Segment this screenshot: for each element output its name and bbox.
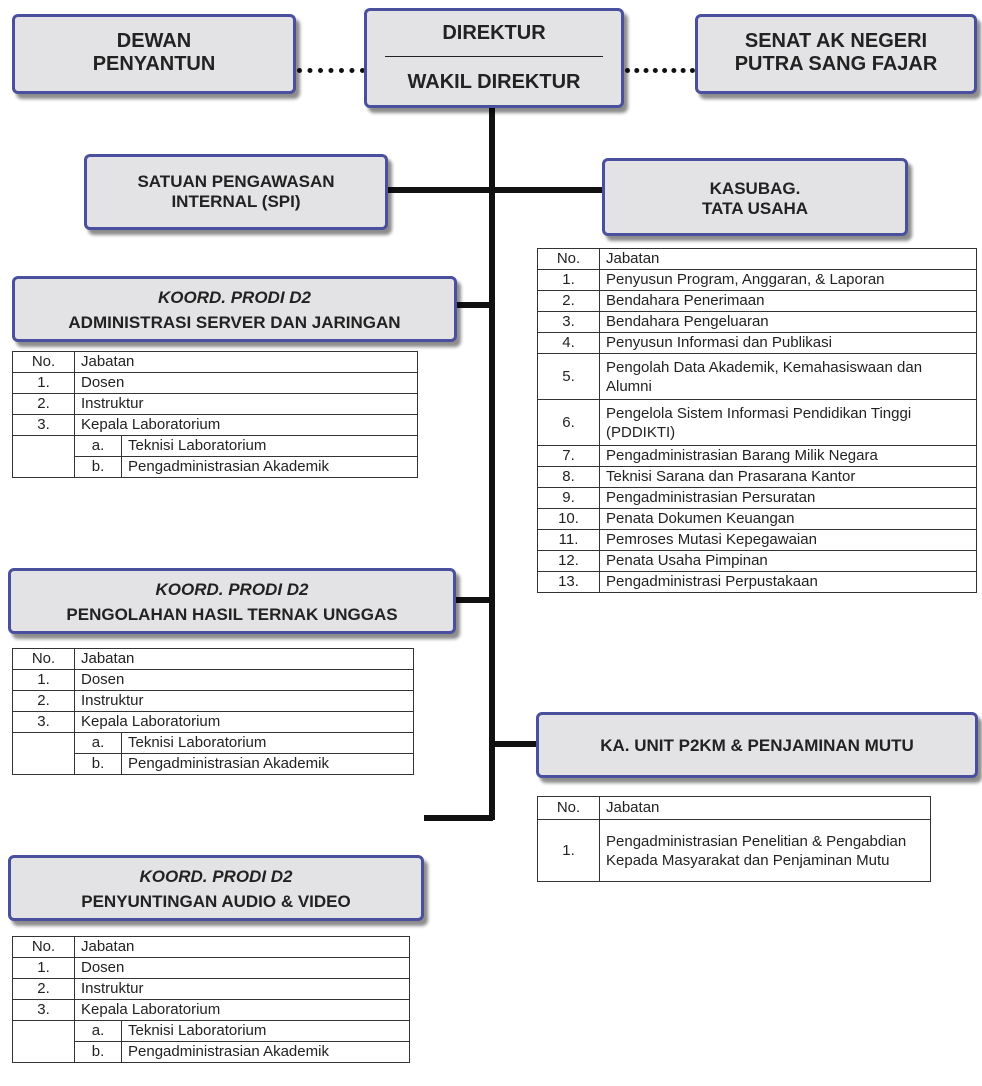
prodi-title-2: KOORD. PRODI D2: [155, 580, 309, 599]
blank-cell: [13, 733, 75, 775]
spi-kasubag-connector: [386, 187, 604, 193]
prodi-title-1: KOORD. PRODI D2: [157, 288, 312, 307]
direktur-box: [364, 8, 624, 108]
sub-no: b.: [75, 754, 122, 775]
table-row: [538, 551, 977, 572]
prodi-table-2: [12, 648, 414, 775]
row-no: 12.: [538, 551, 600, 572]
table-row: [13, 979, 410, 1000]
sub-jabatan: Pengadministrasian Akademik: [122, 754, 414, 775]
row-jabatan: Penata Usaha Pimpinan: [600, 551, 977, 572]
row-no: 7.: [538, 446, 600, 467]
sub-no: b.: [75, 1042, 122, 1063]
kasubag-line-2: TATA USAHA: [701, 199, 809, 218]
header-jabatan: Jabatan: [75, 649, 414, 670]
table-header-row: [13, 352, 418, 373]
prodi-box-1: [12, 276, 457, 342]
table-row: [538, 400, 977, 446]
table-row: [13, 712, 414, 733]
row-no: 4.: [538, 333, 600, 354]
table-row: [538, 446, 977, 467]
row-no: 9.: [538, 488, 600, 509]
table-row: [538, 509, 977, 530]
prodi-table-3: [12, 936, 410, 1063]
prodi2-connector: [456, 597, 493, 603]
table-row: [13, 958, 410, 979]
spi-line-1: SATUAN PENGAWASAN: [137, 172, 335, 191]
table-row: [538, 820, 931, 882]
row-jabatan: Pemroses Mutasi Kepegawaian: [600, 530, 977, 551]
header-jabatan: Jabatan: [600, 249, 977, 270]
table-row: [538, 488, 977, 509]
row-jabatan: Kepala Laboratorium: [75, 712, 414, 733]
row-no: 1.: [13, 958, 75, 979]
row-no: 3.: [13, 1000, 75, 1021]
row-no: 2.: [13, 979, 75, 1000]
table-header-row: [13, 649, 414, 670]
table-header-row: [538, 797, 931, 820]
row-no: 11.: [538, 530, 600, 551]
p2km-connector: [489, 741, 537, 747]
sub-no: b.: [75, 457, 122, 478]
row-no: 3.: [13, 415, 75, 436]
table-row: [538, 270, 977, 291]
sub-jabatan: Pengadministrasian Akademik: [122, 1042, 410, 1063]
kasubag-line-1: KASUBAG.: [709, 179, 801, 198]
table-row: [538, 333, 977, 354]
senat-line-1: SENAT AK NEGERI: [744, 30, 928, 52]
row-jabatan: Instruktur: [75, 979, 410, 1000]
row-jabatan: Pengelola Sistem Informasi Pendidikan Tinggi (PDDIKTI): [600, 400, 977, 446]
spi-line-2: INTERNAL (SPI): [171, 192, 301, 211]
row-no: 3.: [538, 312, 600, 333]
header-jabatan: Jabatan: [75, 352, 418, 373]
prodi1-connector: [457, 302, 493, 308]
prodi-name-1: ADMINISTRASI SERVER DAN JARINGAN: [68, 313, 401, 332]
row-jabatan: Pengadministrasian Penelitian & Pengabdian Kepada Masyarakat dan Penjaminan Mutu: [600, 820, 931, 882]
p2km-label: KA. UNIT P2KM & PENJAMINAN MUTU: [600, 736, 914, 755]
row-jabatan: Penyusun Program, Anggaran, & Laporan: [600, 270, 977, 291]
sub-jabatan: Teknisi Laboratorium: [122, 436, 418, 457]
table-row: [13, 373, 418, 394]
table-row: [13, 733, 414, 754]
table-header-row: [13, 937, 410, 958]
header-jabatan: Jabatan: [600, 797, 931, 820]
direktur-label: DIREKTUR: [442, 22, 546, 44]
dewan-dotted-connector: [297, 68, 365, 73]
header-no: No.: [538, 249, 600, 270]
prodi-table-1: [12, 351, 418, 478]
prodi-title-3: KOORD. PRODI D2: [139, 867, 293, 886]
blank-cell: [13, 436, 75, 478]
table-row: [538, 291, 977, 312]
dewan-penyantun-box: [12, 14, 296, 94]
row-no: 1.: [538, 820, 600, 882]
table-header-row: [538, 249, 977, 270]
table-row: [538, 354, 977, 400]
row-jabatan: Bendahara Pengeluaran: [600, 312, 977, 333]
prodi-name-2: PENGOLAHAN HASIL TERNAK UNGGAS: [66, 605, 398, 624]
table-row: [13, 415, 418, 436]
row-no: 1.: [538, 270, 600, 291]
prodi3-connector: [424, 815, 493, 821]
table-row: [538, 530, 977, 551]
table-row: [13, 670, 414, 691]
dewan-line-1: DEWAN: [116, 30, 192, 52]
prodi-box-2: [8, 568, 456, 634]
senat-box: [695, 14, 977, 94]
sub-jabatan: Teknisi Laboratorium: [122, 733, 414, 754]
row-jabatan: Dosen: [75, 373, 418, 394]
row-no: 1.: [13, 670, 75, 691]
row-jabatan: Pengadministrasian Barang Milik Negara: [600, 446, 977, 467]
table-row: [13, 1000, 410, 1021]
sub-no: a.: [75, 436, 122, 457]
row-no: 5.: [538, 354, 600, 400]
row-jabatan: Penyusun Informasi dan Publikasi: [600, 333, 977, 354]
prodi-name-3: PENYUNTINGAN AUDIO & VIDEO: [81, 892, 351, 911]
sub-no: a.: [75, 1021, 122, 1042]
row-jabatan: Penata Dokumen Keuangan: [600, 509, 977, 530]
row-jabatan: Dosen: [75, 670, 414, 691]
p2km-box: [536, 712, 978, 778]
sub-jabatan: Teknisi Laboratorium: [122, 1021, 410, 1042]
table-row: [13, 691, 414, 712]
row-jabatan: Dosen: [75, 958, 410, 979]
table-row: [538, 572, 977, 593]
row-no: 3.: [13, 712, 75, 733]
row-no: 6.: [538, 400, 600, 446]
wakil-direktur-label: WAKIL DIREKTUR: [407, 71, 581, 93]
dewan-line-2: PENYANTUN: [92, 53, 216, 75]
table-row: [13, 436, 418, 457]
blank-cell: [13, 1021, 75, 1063]
table-row: [13, 394, 418, 415]
row-no: 10.: [538, 509, 600, 530]
row-jabatan: Bendahara Penerimaan: [600, 291, 977, 312]
row-jabatan: Instruktur: [75, 691, 414, 712]
row-jabatan: Pengadministrasian Persuratan: [600, 488, 977, 509]
header-no: No.: [13, 352, 75, 373]
row-jabatan: Instruktur: [75, 394, 418, 415]
row-no: 2.: [13, 394, 75, 415]
header-no: No.: [13, 649, 75, 670]
row-no: 13.: [538, 572, 600, 593]
sub-jabatan: Pengadministrasian Akademik: [122, 457, 418, 478]
row-no: 2.: [13, 691, 75, 712]
direktur-divider: [385, 56, 603, 57]
main-vertical-connector: [489, 100, 495, 820]
row-jabatan: Pengadministrasi Perpustakaan: [600, 572, 977, 593]
senat-dotted-connector: [625, 68, 695, 73]
row-no: 8.: [538, 467, 600, 488]
row-jabatan: Kepala Laboratorium: [75, 415, 418, 436]
row-jabatan: Kepala Laboratorium: [75, 1000, 410, 1021]
table-row: [538, 312, 977, 333]
header-no: No.: [538, 797, 600, 820]
spi-box: [84, 154, 388, 230]
senat-line-2: PUTRA SANG FAJAR: [734, 53, 938, 75]
table-row: [13, 1021, 410, 1042]
table-row: [538, 467, 977, 488]
header-no: No.: [13, 937, 75, 958]
p2km-table: [537, 796, 931, 882]
kasubag-table: [537, 248, 977, 593]
row-jabatan: Pengolah Data Akademik, Kemahasiswaan dan Alumni: [600, 354, 977, 400]
row-jabatan: Teknisi Sarana dan Prasarana Kantor: [600, 467, 977, 488]
header-jabatan: Jabatan: [75, 937, 410, 958]
row-no: 1.: [13, 373, 75, 394]
row-no: 2.: [538, 291, 600, 312]
kasubag-box: [602, 158, 908, 236]
sub-no: a.: [75, 733, 122, 754]
prodi-box-3: [8, 855, 424, 921]
